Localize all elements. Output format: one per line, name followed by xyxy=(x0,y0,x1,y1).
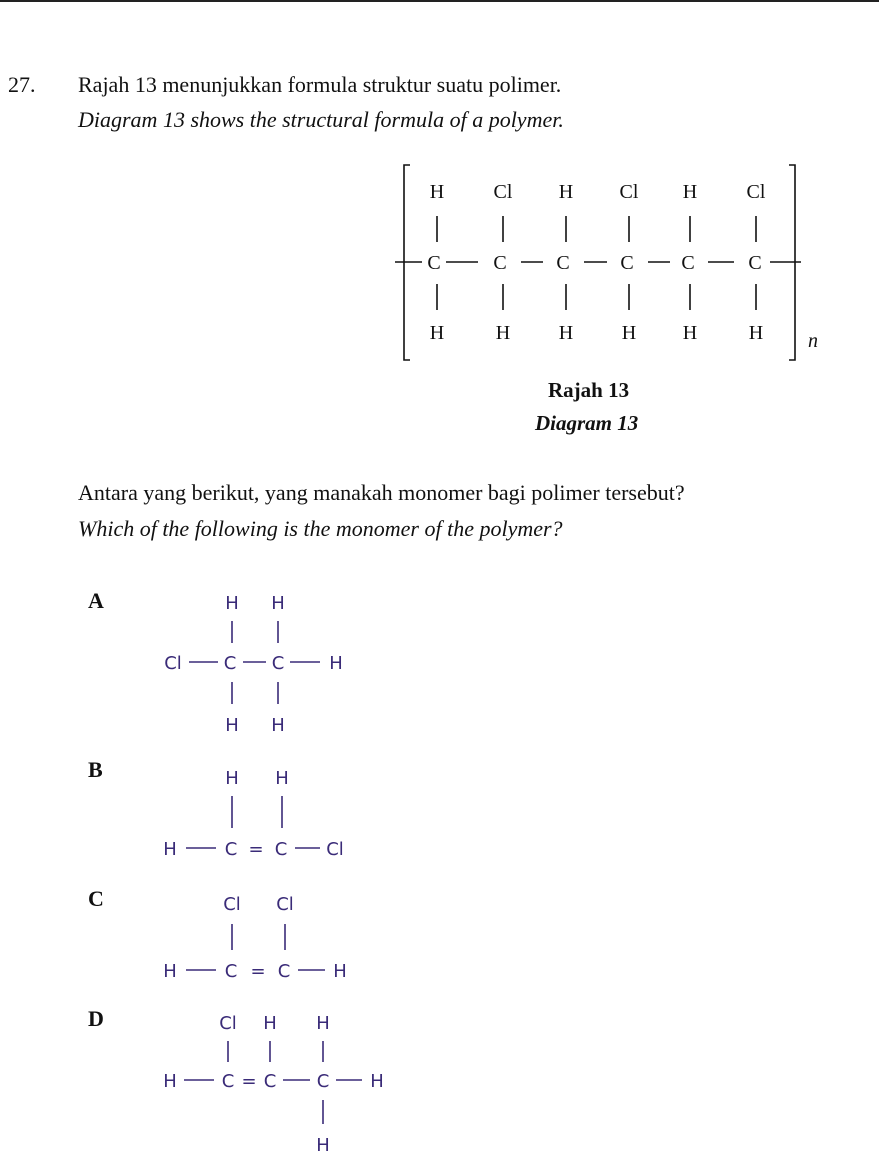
option-b-label[interactable]: B xyxy=(88,757,103,782)
atom: C xyxy=(263,1071,277,1092)
atom: C xyxy=(316,1071,330,1092)
atom: H xyxy=(271,715,285,736)
atom: H xyxy=(329,653,343,674)
atom: Cl xyxy=(219,1013,237,1034)
atom: H xyxy=(495,322,511,344)
option-c-label[interactable]: C xyxy=(88,886,104,911)
atom: H xyxy=(682,322,698,344)
double-bond: = xyxy=(250,961,266,982)
atom: H xyxy=(263,1013,277,1034)
atom: C xyxy=(681,252,695,274)
prompt-ms: Antara yang berikut, yang manakah monomer bagi polimer tersebut? xyxy=(78,480,685,505)
atom: H xyxy=(271,593,285,614)
atom: H xyxy=(316,1135,330,1156)
atom: C xyxy=(427,252,441,274)
atom: Cl xyxy=(493,181,513,203)
atom: Cl xyxy=(223,894,241,915)
atom: Cl xyxy=(326,839,344,860)
repeat-subscript: n xyxy=(808,330,818,352)
atom: H xyxy=(163,1071,177,1092)
atom: Cl xyxy=(619,181,639,203)
atom: C xyxy=(277,961,291,982)
atom: C xyxy=(748,252,762,274)
atom: C xyxy=(271,653,285,674)
question-text-en: Diagram 13 shows the structural formula of a polymer. xyxy=(78,107,564,132)
diagram-caption-ms: Rajah 13 xyxy=(548,378,630,402)
atom: H xyxy=(558,322,574,344)
atom: C xyxy=(274,839,288,860)
double-bond: = xyxy=(241,1071,257,1092)
question-number: 27. xyxy=(8,72,36,97)
atom: C xyxy=(620,252,634,274)
atom: H xyxy=(225,593,239,614)
atom: Cl xyxy=(276,894,294,915)
atom: C xyxy=(221,1071,235,1092)
option-d-label[interactable]: D xyxy=(88,1006,104,1031)
atom: C xyxy=(556,252,570,274)
atom: H xyxy=(558,181,574,203)
atom: H xyxy=(429,322,445,344)
atom: H xyxy=(333,961,347,982)
double-bond: = xyxy=(248,839,264,860)
atom: H xyxy=(225,715,239,736)
atom: H xyxy=(429,181,445,203)
question-text-ms: Rajah 13 menunjukkan formula struktur suatu polimer. xyxy=(78,72,562,97)
prompt-en: Which of the following is the monomer of the polymer? xyxy=(78,516,563,541)
atom: H xyxy=(748,322,764,344)
option-a-label[interactable]: A xyxy=(88,588,104,613)
atom: H xyxy=(225,768,239,789)
atom: H xyxy=(682,181,698,203)
atom: C xyxy=(224,961,238,982)
diagram-caption-en: Diagram 13 xyxy=(535,411,639,435)
atom: H xyxy=(316,1013,330,1034)
atom: Cl xyxy=(164,653,182,674)
atom: H xyxy=(370,1071,384,1092)
atom: C xyxy=(493,252,507,274)
atom: C xyxy=(224,839,238,860)
atom: H xyxy=(621,322,637,344)
atom: H xyxy=(163,839,177,860)
atom: C xyxy=(223,653,237,674)
atom: H xyxy=(163,961,177,982)
atom: H xyxy=(275,768,289,789)
atom: Cl xyxy=(746,181,766,203)
